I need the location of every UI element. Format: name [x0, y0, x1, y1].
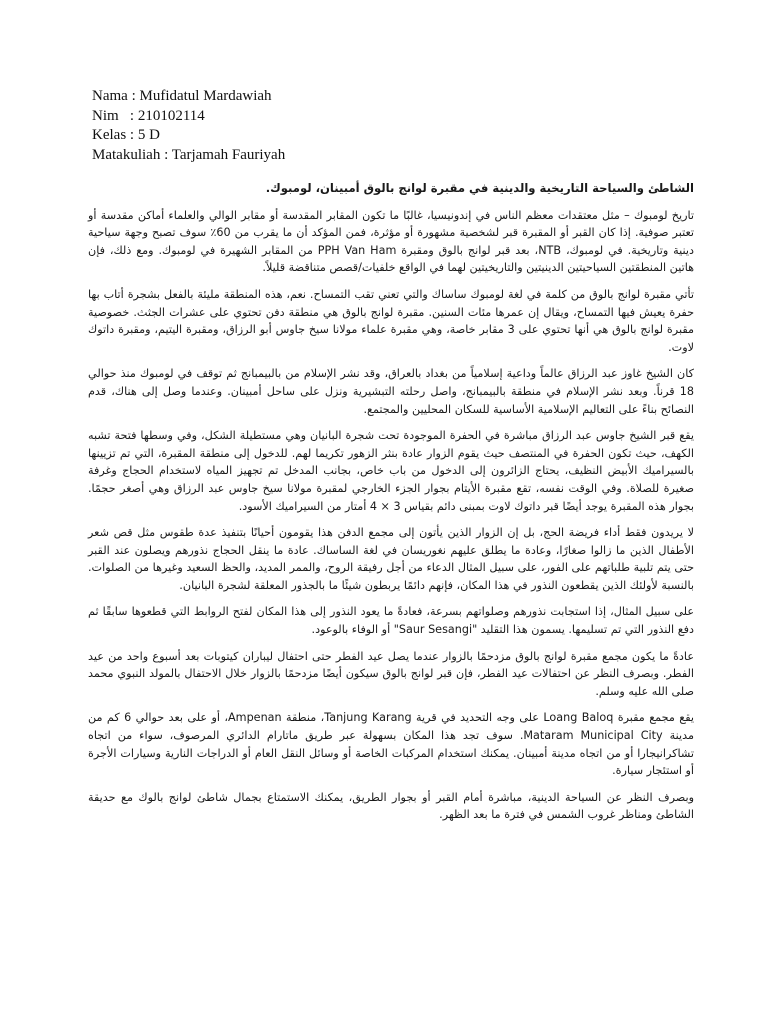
paragraph: يقع مجمع مقبرة Loang Baloq على وجه التحديد في قرية Tanjung Karang، منطقة Ampenan، أو على بعد حوالي 6 كم من مدينة Mataram Municipal City. سوف تجد هذا المكان بسهولة عبر طريق ماتارام الدائري المرصوف، سواء من اتجاه تشاكرانيجارا أو من اتجاه مدينة أمبينان. يمكنك استخدام المركبات الخاصة أو وسائل النقل العام أو الدراجات النارية وسيارات الأجرة أو استئجار سيارة.	[88, 711, 694, 778]
student-class: Kelas : 5 D	[92, 127, 160, 143]
paragraph: عادةً ما يكون مجمع مقبرة لوانج بالوق مزدحمًا بالزوار عندما يصل عيد الفطر حتى احتفال ليباران كيتوبات بعد أسبوع واحد من عيد الفطر. وبصرف النظر عن احتفالات عيد الفطر، فإن قبر لوانج بالوق سيكون أيضًا مزدحمًا بالزوار خلال الاحتفال بالمولد النبوي محمد صلى الله عليه وسلم.	[88, 649, 694, 698]
student-name: Nama : Mufidatul Mardawiah	[92, 88, 272, 104]
paragraph: يقع قبر الشيخ جاوس عبد الرزاق مباشرة في الحفرة الموجودة تحت شجرة البانيان وهي مستطيلة الشكل، وفي وسطها فتحة تشبه الكهف، حيث تكون الحفرة في المنتصف حيث يقوم الزوار عادة بنثر الزهور تكريما لهم. للدخول إلى منطقة المقبرة، التي تم تزيينها بالسيراميك الأبيض النظيف، يحتاج الزائرون إلى الدخول من باب خاص، بجانب المدخل تم تجهيز المياه لاستخدام الحجاج وغرفة صغيرة للصلاة. وفي الوقت نفسه، تقع مقبرة الأيتام بجوار الجزء الخارجي لمقبرة مولانا سيخ جاوس عبد الرزاق وهي أصغر حجمًا. بجوار هذه المقبرة يوجد أيضًا قبر داتوك لاوت بمبنى دائم بقياس 3 × 4 أمتار من السيراميك الأسود.	[88, 429, 694, 513]
paragraph: تاريخ لومبوك – مثل معتقدات معظم الناس في إندونيسيا، غالبًا ما تكون المقابر المقدسة أو مقابر الوالي والعلماء أماكن مقدسة أو تعتبر صوفية. إذا كان القبر أو المقبرة قبر لشخصية مشهورة أو مؤثرة، فمن المؤكد أن ما يقرب من 60٪ سوف تصبح وجهة سياحية دينية وتاريخية. في لومبوك، NTB، بعد قبر لوانج بالوق ومقبرة PPH Van Ham من المقابر الشهيرة في لومبوك. ومع ذلك، فإن هاتين المنطقتين السياحيتين الدينيتين والتاريخيتين لهما في الواقع خلفيات/قصص متناقضة قليلاً.	[88, 208, 694, 275]
article-title: الشاطئ والسياحة التاريخية والدينية في مقبرة لوانج بالوق أمبينان، لومبوك.	[265, 181, 694, 195]
paragraph: على سبيل المثال، إذا استجابت نذورهم وصلواتهم بسرعة، فعادةً ما يعود النذور إلى هذا المكان لفتح الروابط التي قطعوها سابقًا ثم دفع النذور التي تم تسليمها. يسمون هذا التقليد "Saur Sesangi" أو الوفاء بالوعود.	[88, 605, 694, 637]
student-nim: Nim : 210102114	[92, 107, 205, 124]
article-body	[88, 180, 694, 833]
student-info-block	[92, 87, 432, 165]
paragraph: لا يريدون فقط أداء فريضة الحج، بل إن الزوار الذين يأتون إلى مجمع الدفن هذا يقومون أحيانًا بتنفيذ عدة طقوس مثل قص شعر الأطفال الذين ما زالوا صغارًا، وعادة ما يطلق عليهم نغوريسان في لغة الساساك. عادة ما ينقل الحجاج نذورهم ويصلون عند القبر حتى يتم تلبية طلباتهم على الفور، على سبيل المثال الدعاء من أجل رفيقة الروح، والممر المديد، والحظ السعيد وغيرها من الصلوات. بالنسبة لأولئك الذين يقطعون النذور في هذا المكان، فإنهم دائمًا يربطون شيئًا ما بالجذور المعلقة لشجرة البانيان.	[88, 526, 694, 592]
paragraph: وبصرف النظر عن السياحة الدينية، مباشرة أمام القبر أو بجوار الطريق، يمكنك الاستمتاع بجمال شاطئ لوانج بالوك مع حديقة الشاطئ ومناظر غروب الشمس في فترة ما بعد الظهر.	[88, 790, 694, 822]
paragraph: كان الشيخ غاوز عبد الرزاق عالماً وداعية إسلامياً من بغداد بالعراق، وقد نشر الإسلام من بالبيمبانج ثم توقف في لومبوك منذ حوالي 18 قرناً. وبعد نشر الإسلام في منطقة بالبيمبانج، واصل رحلته التبشيرية ونزل على ساحل أمبينان. وعندما وصل إلى هناك، قدم النصائح بناءً على التعاليم الإسلامية الأساسية للسكان المحليين والمجتمع.	[88, 367, 694, 416]
course-name: Matakuliah : Tarjamah Fauriyah	[92, 146, 286, 163]
paragraph: تأتي مقبرة لوانج بالوق من كلمة في لغة لومبوك ساساك والتي تعني تقب التمساح. نعم، هذه المنطقة مليئة بالفعل بشجرة أتاب بها حفرة يعيش فيها التمساح، ويقال إن عمرها مئات السنين. مقبرة لوانج بالوق هي منطقة دفن تحتوي على عشرات الجثث. خصوصية مقبرة لوانج بالوق هي أنها تحتوي على 3 مقابر خاصة، وهي مقبرة علماء مولانا سيخ جاوس أبو الرزاق، ومقبرة اليتيم، ومقبرة داتوك لاوت.	[88, 287, 694, 354]
